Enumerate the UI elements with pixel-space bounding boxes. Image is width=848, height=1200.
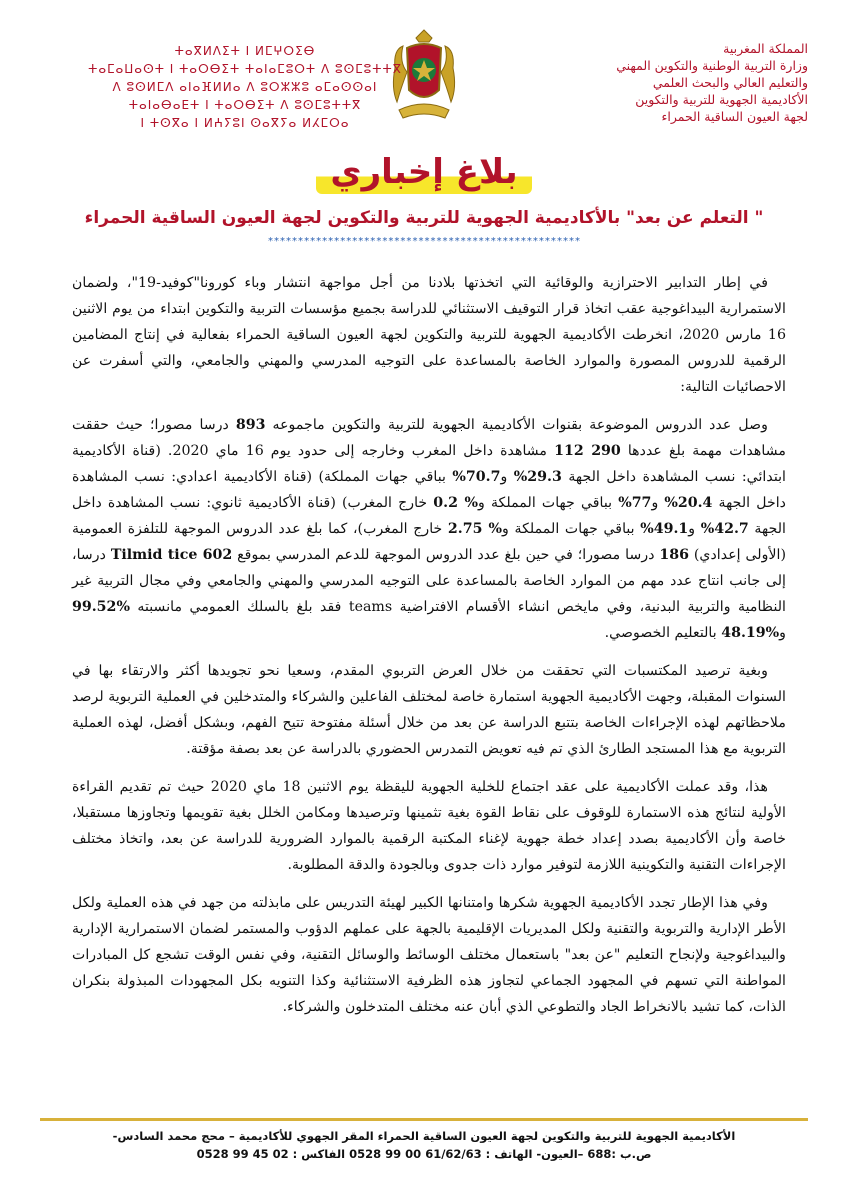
footer-address: الأكاديمية الجهوية للتربية والتكوين لجهة العيون الساقية الحمراء المقر الجهوي للأكاديمية – محج محمد السادس- [112,1129,736,1143]
statistic-value: % 2.75 [447,521,502,537]
text-run: خارج المغرب) (قناة الأكاديمية ثانوي: نسب المشاهدة داخل الجهة [72,495,786,537]
letterhead-line: وزارة التربية الوطنية والتكوين المهني [616,58,808,73]
statistic-value: 186 [659,547,689,563]
text-run: درسا مصورا؛ حيث حققت مشاهدات مهمة بلغ عددها [72,417,786,459]
statistic-value: % 0.2 [433,495,478,511]
statistic-value: 29.3% [513,469,562,485]
page-subtitle: " التعلم عن بعد" بالأكاديمية الجهوية للتربية والتكوين لجهة العيون الساقية الحمراء [84,208,764,228]
text-run: وصل عدد الدروس الموضوعة بقنوات الأكاديمية الجهوية للتربية والتكوين ماجموعه [265,417,768,433]
statistic-value: Tilmid tice 602 [110,547,233,563]
statistic-value: 77% [618,495,652,511]
separator: **************************************************** [267,236,581,247]
letterhead-arabic [478,40,808,125]
text-run: بباقي جهات المملكة) (قناة الأكاديمية اعدادي: نسب المشاهدة داخل الجهة [72,469,786,511]
page-title: بلاغ إخباري [316,150,531,194]
text-run: بباقي جهات المملكة و [502,521,641,537]
paragraph-meeting: هذا، وقد عملت الأكاديمية على عقد اجتماع للخلية الجهوية لليقظة يوم الاثنين 18 ماي 2020 حيث تم تقديم القراءة الأولية لنتائج هذه الاستمارة للوقوف على نقاط القوة بغية تثمينها وترصيدها ومكامن الخلل بغية تقويمها وتجاوزها مستقبلا، خاصة وأن الأكاديمية بصدد إعداد خطة جهوية لإغناء المكتبة الرقمية بالموارد الضرورية للدراسة عن بعد، واتخاذ مختلف الإجراءات التقنية والتكوينية اللازمة لتوفير موارد ذات جدوى وبالجودة والدقة المطلوبة. [72,779,786,873]
letterhead-line: لجهة العيون الساقية الحمراء [661,109,808,124]
letterhead-line: ⵜⴰⴳⵍⴷⵉⵜ ⵏ ⵍⵎⵖⵔⵉⴱ [174,44,316,58]
statistic-value: %99.52 [72,599,130,615]
paragraph-thanks: وفي هذا الإطار تجدد الأكاديمية الجهوية شكرها وامتنانها الكبير لهيئة التدريس على مابذلته من جهد في هذه العملية ولكل الأطر الإدارية والتربوية والتقنية ولكل المديريات الإقليمية بالجهة على عملهم الدؤوب والمستمر لضمان الاستمرارية الإدارية والبيداغوجية ولإنجاح التعليم "عن بعد" باستعمال مختلف الوسائط والوسائل التقنية، وفي نفس الوقت تشجع كل المبادرات المواطنة التي تسهم في المجهود الجماعي لتجاوز هذه الظرفية الاستثنائية وكذا التنويه بكل المجهودات المبذولة بنكران الذات، كما تشيد بالانخراط الجاد والتطوعي الذي أبان عنه مختلف المتدخلون والشركاء. [72,895,786,1015]
letterhead-line: والتعليم العالي والبحث العلمي [652,75,808,90]
text-run: درسا، إلى جانب انتاج عدد مهم من الموارد الخاصة بالمساعدة على التوجيه المدرسي والمهني والجامعي وفي مجال التربية غير النظامية والتربية البدنية، وفي مايخص انشاء الأقسام الافتراضية teams فقد بلغ بالسلك العمومي مانسبته [72,547,786,615]
text-run: درسا مصورا؛ في حين بلغ عدد الدروس الموجهة للدعم المدرسي بموقع [232,547,660,563]
letterhead-line: ⵜⴰⵏⴰⴱⴰⴹⵜ ⵏ ⵜⴰⵔⴱⵉⵜ ⴷ ⵓⵙⵎⵓⵜⵜⴳ [128,98,362,112]
statistic-value: 42.7% [700,521,749,537]
text-run: خارج المغرب)، كما بلغ عدد الدروس الموجهة للتلفزة العمومية (الأولى إعدادي) [72,521,787,563]
letterhead [40,28,808,158]
document-body [72,270,786,1032]
statistic-value: 49.1% [640,521,689,537]
letterhead-line: الأكاديمية الجهوية للتربية والتكوين [635,92,808,107]
paragraph-intro: في إطار التدابير الاحترازية والوقائية التي اتخذتها بلادنا من أجل مواجهة انتشار وباء كورونا"كوفيد-19"، ولضمان الاستمرارية البيداغوجية عقب اتخاذ قرار التوقيف الاستثنائي للدراسة بجميع مؤسسات التربية والتكوين ابتداء من يوم الاثنين 16 مارس 2020، انخرطت الأكاديمية الجهوية للتربية والتكوين لجهة العيون الساقية الحمراء بفعالية في إنتاج المضامين الرقمية للدروس المصورة والموارد الخاصة بالمساعدة على التوجيه المدرسي والمهني والجامعي، والتي أسفرت عن الاحصائيات التالية: [72,275,786,395]
letterhead-line: ⵏ ⵜⵙⴳⴰ ⵏ ⵍⵄⵢⵓⵏ ⵙⴰⴳⵢⴰ ⵍⵃⵎⵔⴰ [140,116,350,130]
footer-contact: ص.ب :688 –العيون- الهاتف : 61/62/63 00 99 0528 الفاكس : 02 45 99 0528 [196,1147,652,1161]
paragraph-survey: وبغية ترصيد المكتسبات التي تحققت من خلال العرض التربوي المقدم، وسعيا نحو تجويدها أكثر والارتقاء بها في السنوات المقبلة، وجهت الأكاديمية الجهوية استمارة خاصة لمختلف الفاعلين والشركاء والمتدخلين في العملية التربوية لرصد ملاحظاتهم لهذه الإجراءات الخاصة بتتبع الدراسة عن بعد من خلال أسئلة مفتوحة تتيح الفهم، وبشكل أفضل، لهذه العملية التربوية مع هذا المستجد الطارئ الذي تم فيه تعويض التمدرس الحضوري بالدراسة عن بعد بصفة مؤقتة. [72,663,786,757]
text-run: بباقي جهات المملكة و [478,495,619,511]
text-run: و [779,625,786,641]
text-run: و [688,521,701,537]
letterhead-tifinagh [80,42,410,132]
text-run: و [500,469,514,485]
text-run: بالتعليم الخصوصي. [604,625,722,641]
letterhead-line: المملكة المغربية [723,41,808,56]
statistic-value: 20.4% [664,495,713,511]
paragraph-statistics [72,412,786,646]
letterhead-line: ⵜⴰⵎⴰⵡⴰⵙⵜ ⵏ ⵜⴰⵔⴱⵉⵜ ⵜⴰⵏⴰⵎⵓⵔⵜ ⴷ ⵓⵙⵎⵓⵜⵜⴳ [88,62,402,76]
statistic-value: %48.19 [721,625,780,641]
statistic-value: 70.7% [452,469,501,485]
statistic-value: 290 112 [554,443,621,459]
letterhead-line: ⴷ ⵓⵙⵍⵎⴷ ⴰⵏⴰⴼⵍⵍⴰ ⴷ ⵓⵔⵣⵣⵓ ⴰⵎⴰⵙⵙⴰⵏ [112,80,378,94]
statistic-value: 893 [235,417,266,433]
text-run: مشاهدة داخل المغرب وخارجه إلى حدود يوم 16 ماي 2020. (قناة الأكاديمية ابتدائي: نسب المشاهدة داخل الجهة [72,443,786,485]
footer [40,1118,808,1163]
title-block [0,150,848,194]
text-run: و [651,495,665,511]
